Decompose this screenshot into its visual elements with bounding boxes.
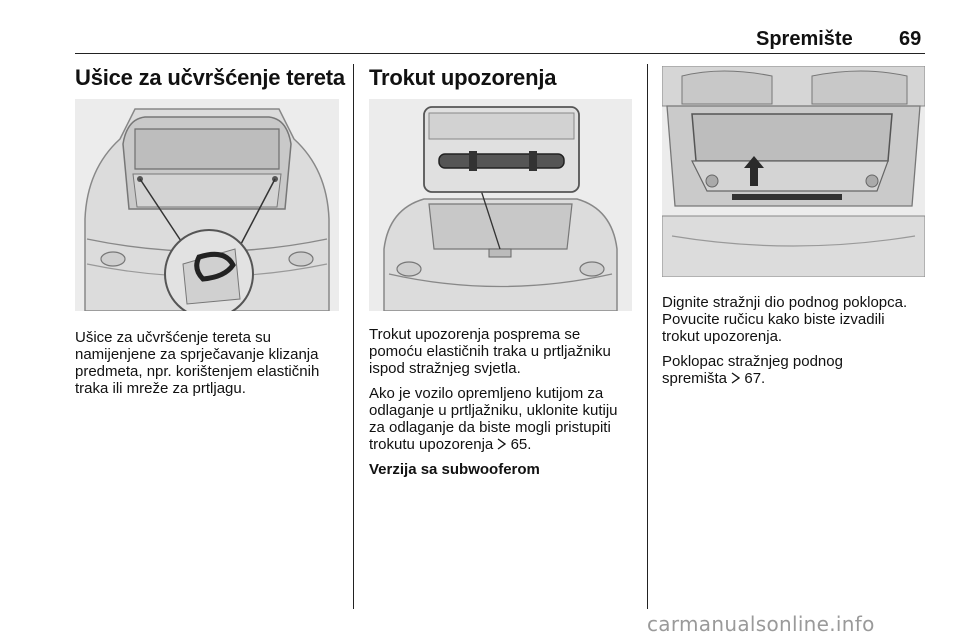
section-heading-warning-triangle: Trokut upozorenja: [369, 65, 557, 90]
section-heading-load-eyes: Ušice za učvršćenje tereta: [75, 65, 345, 90]
paragraph-floor-storage-ref: [662, 353, 937, 387]
reference-arrow-icon: [497, 438, 506, 450]
illustration-floor-cover: [662, 66, 925, 277]
paragraph-line: odlaganje u prtljažniku, uklonite kutiju: [369, 402, 618, 419]
page-reference-link[interactable]: 67.: [744, 370, 766, 387]
watermark: carmanualsonline.info: [647, 612, 875, 636]
paragraph-line: traka ili mreže za prtljagu.: [75, 380, 246, 397]
reference-arrow-icon: [731, 372, 740, 384]
paragraph-line: trokut upozorenja.: [662, 328, 783, 345]
paragraph-storage-location: [369, 326, 644, 377]
text-floor-cover: [662, 294, 937, 395]
paragraph-line: predmeta, npr. korištenjem elastičnih: [75, 363, 320, 380]
illustration-load-eyes: [75, 99, 339, 311]
subheading-subwoofer: Verzija sa subwooferom: [369, 461, 540, 478]
paragraph-line: [662, 370, 937, 387]
paragraph-lift-cover: [662, 294, 937, 345]
page-reference-link[interactable]: 65.: [510, 436, 532, 453]
paragraph-line: ispod stražnjeg svjetla.: [369, 360, 521, 377]
paragraph-line: Povucite ručicu kako biste izvadili: [662, 311, 885, 328]
paragraph-line: za odlaganje da biste mogli pristupiti: [369, 419, 611, 436]
page-header-title: Spremište: [756, 28, 853, 50]
paragraph-load-eyes: [75, 329, 345, 397]
page-number: 69: [899, 28, 922, 50]
paragraph-text: trokutu upozorenja: [369, 436, 494, 453]
paragraph-line: namijenjene za sprječavanje klizanja: [75, 346, 319, 363]
paragraph-line: Trokut upozorenja posprema se: [369, 326, 581, 343]
paragraph-line: Ušice za učvršćenje tereta su: [75, 329, 271, 346]
paragraph-line: pomoću elastičnih traka u prtljažniku: [369, 343, 611, 360]
text-warning-triangle: [369, 326, 644, 486]
column-divider-2: [647, 64, 648, 609]
header-rule: [75, 53, 925, 54]
paragraph-text: spremišta: [662, 370, 728, 387]
column-divider-1: [353, 64, 354, 609]
paragraph-line: Poklopac stražnjeg podnog: [662, 353, 843, 370]
paragraph-line: [369, 436, 644, 453]
paragraph-storage-box: [369, 385, 644, 453]
illustration-warning-triangle: [369, 99, 632, 311]
paragraph-line: Ako je vozilo opremljeno kutijom za: [369, 385, 604, 402]
paragraph-line: Dignite stražnji dio podnog poklopca.: [662, 294, 908, 311]
